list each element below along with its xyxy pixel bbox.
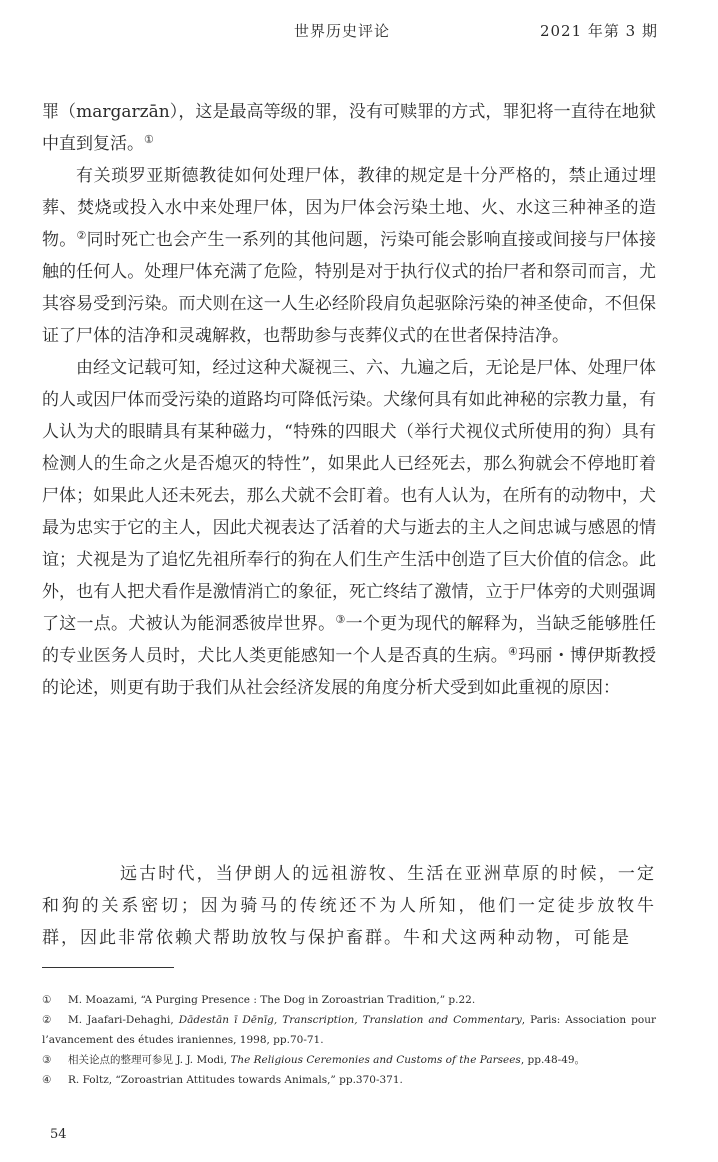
footnote-mark: ③ <box>42 1054 52 1066</box>
footnote-4 <box>42 1070 656 1090</box>
paragraph-1 <box>42 96 656 160</box>
paragraph-2-text-a: 有关琐罗亚斯德教徒如何处理尸体，教律的规定是十分严格的，禁止通过埋葬、焚烧或投入水中来处理尸体，因为尸体会污染土地、火、水这三种神圣的造物。 <box>42 166 656 250</box>
footnote-text: M. Jaafari-Dehaghi, <box>68 1014 179 1026</box>
paragraph-2-text-b: 同时死亡也会产生一系列的其他问题，污染可能会影响直接或间接与尸体接触的任何人。处理尸体充满了危险，特别是对于执行仪式的抬尸者和祭司而言，尤其容易受到污染。而犬则在这一人生必经阶段肩负起驱除污染的神圣使命，不但保证了尸体的洁净和灵魂解救，也帮助参与丧葬仪式的在世者保持洁净。 <box>42 230 656 346</box>
page-number: 54 <box>50 1127 67 1142</box>
paragraph-3-text-a: 由经文记载可知，经过这种犬凝视三、六、九遍之后，无论是尸体、处理尸体的人或因尸体而受污染的道路均可降低污染。犬缘何具有如此神秘的宗教力量，有人认为犬的眼睛具有某种磁力，“特殊的四眼犬（举行犬视仪式所使用的狗）具有检测人的生命之火是否熄灭的特性”，如果此人已经死去，那么狗就会不停地盯着尸体；如果此人还未死去，那么犬就不会盯着。也有人认为，在所有的动物中，犬最为忠实于它的主人，因此犬视表达了活着的犬与逝去的主人之间忠诚与感恩的情谊；犬视是为了追忆先祖所奉行的狗在人们生产生活中创造了巨大价值的信念。此外，也有人把犬看作是激情消亡的象征，死亡终结了激情，立于尸体旁的犬则强调了这一点。犬被认为能洞悉彼岸世界。 <box>42 358 656 634</box>
footnote-divider <box>42 967 174 968</box>
footnote-mark: ④ <box>42 1074 52 1086</box>
main-text <box>42 96 656 704</box>
journal-title: 世界历史评论 <box>294 22 391 40</box>
footnote-ref-2[interactable]: ② <box>76 229 87 242</box>
footnote-text: , pp.48-49。 <box>520 1054 586 1066</box>
footnote-text: M. Moazami, “A Purging Presence : The Dog in Zoroastrian Tradition,” p.22. <box>68 994 476 1006</box>
footnote-italic-title: The Religious Ceremonies and Customs of the Parsees <box>230 1054 521 1066</box>
footnote-list <box>42 990 656 1090</box>
paragraph-2 <box>42 160 656 352</box>
footnote-1 <box>42 990 656 1010</box>
running-header <box>42 20 658 46</box>
footnote-2 <box>42 1010 656 1050</box>
footnote-text: R. Foltz, “Zoroastrian Attitudes towards Animals,” pp.370-371. <box>68 1074 403 1086</box>
paragraph-3-text-c: 玛丽・博伊斯教授的论述，则更有助于我们从社会经济发展的角度分析犬受到如此重视的原因： <box>42 646 656 698</box>
issue-label: 2021 年第 3 期 <box>539 22 658 40</box>
footnote-ref-1[interactable]: ① <box>144 133 154 146</box>
footnote-text: 相关论点的整理可参见 J. J. Modi, <box>68 1054 231 1066</box>
footnote-italic-title: Dādestān ī Dēnīg, Transcription, Translation and Commentary <box>178 1014 522 1026</box>
footnote-mark: ② <box>42 1014 52 1026</box>
footnote-ref-3[interactable]: ③ <box>335 613 346 626</box>
paragraph-3 <box>42 352 656 704</box>
footnote-text: , Paris: Association pour l’avancement des études iraniennes, 1998, pp.70-71. <box>42 1014 656 1046</box>
footnote-ref-4[interactable]: ④ <box>508 645 519 658</box>
paragraph-1-text: 罪（margarzān），这是最高等级的罪，没有可赎罪的方式，罪犯将一直待在地狱中直到复活。 <box>42 102 656 154</box>
footnote-mark: ① <box>42 994 52 1006</box>
block-quote: 远古时代，当伊朗人的远祖游牧、生活在亚洲草原的时候，一定和狗的关系密切；因为骑马的传统还不为人所知，他们一定徒步放牧牛群，因此非常依赖犬帮助放牧与保护畜群。牛和犬这两种动物，可能是 <box>42 864 656 948</box>
paragraph-3-text-b: 一个更为现代的解释为，当缺乏能够胜任的专业医务人员时，犬比人类更能感知一个人是否真的生病。 <box>42 614 656 666</box>
footnote-3 <box>42 1050 656 1070</box>
